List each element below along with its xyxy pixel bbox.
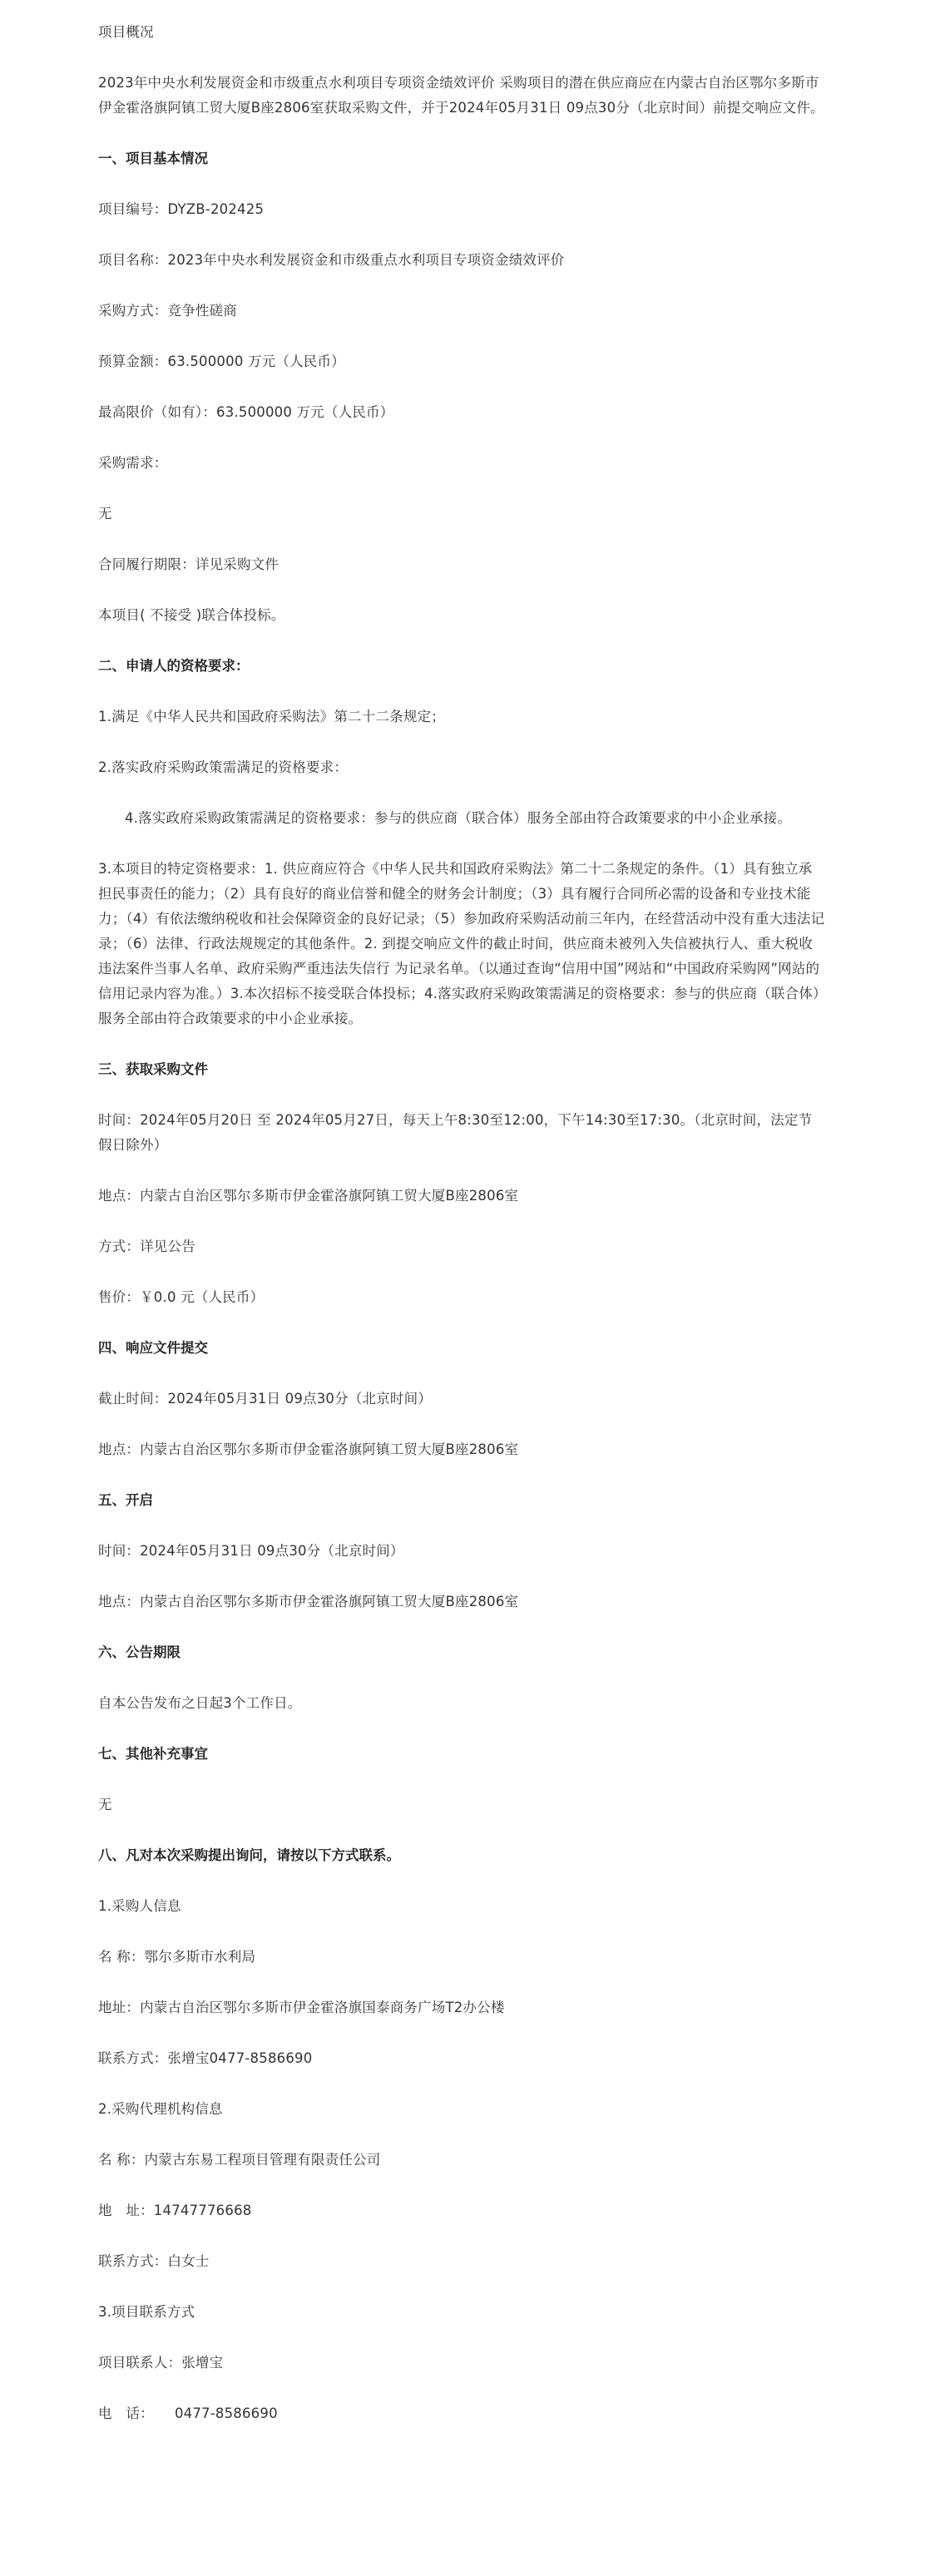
- procurement-method: 采购方式：竞争性磋商: [98, 303, 237, 319]
- submit-place: 地点：内蒙古自治区鄂尔多斯市伊金霍洛旗阿镇工贸大厦B座2806室: [98, 1441, 519, 1457]
- project-contact-phone: 电 话： 0477-8586690: [98, 2405, 278, 2421]
- project-contact-person: 项目联系人：张增宝: [98, 2355, 224, 2371]
- purchaser-title: 1.采购人信息: [98, 1898, 181, 1914]
- purchaser-contact: 联系方式：张增宝0477-8586690: [98, 2050, 313, 2066]
- requirement-2-detail: 4.落实政府采购政策需满足的资格要求：参与的供应商（联合体）服务全部由符合政策要求的中小企业承接。: [125, 810, 792, 826]
- purchaser-name: 名 称：鄂尔多斯市水利局: [98, 1949, 256, 1965]
- project-number: 项目编号：DYZB-202425: [98, 201, 265, 217]
- section5-heading: 五、开启: [98, 1492, 153, 1508]
- project-contact-title: 3.项目联系方式: [98, 2304, 195, 2320]
- agency-name: 名 称：内蒙古东易工程项目管理有限责任公司: [98, 2152, 381, 2168]
- agency-address: 地 址：14747776668: [98, 2203, 252, 2218]
- opening-time: 时间：2024年05月31日 09点30分（北京时间）: [98, 1543, 404, 1559]
- section7-heading: 七、其他补充事宜: [98, 1746, 208, 1762]
- obtain-way: 方式：详见公告: [98, 1239, 195, 1254]
- notice-period: 自本公告发布之日起3个工作日。: [98, 1695, 302, 1711]
- other-matters: 无: [98, 1797, 112, 1812]
- requirement-2: 2.落实政府采购政策需满足的资格要求：: [98, 759, 349, 775]
- section8-heading: 八、凡对本次采购提出询问，请按以下方式联系。: [98, 1847, 400, 1863]
- procurement-demand-label: 采购需求：: [98, 455, 168, 471]
- max-price: 最高限价（如有）：63.500000 万元（人民币）: [98, 404, 394, 420]
- project-name: 项目名称：2023年中央水利发展资金和市级重点水利项目专项资金绩效评价: [98, 252, 565, 268]
- section6-heading: 六、公告期限: [98, 1644, 181, 1660]
- requirement-3: 3.本项目的特定资格要求：1. 供应商应符合《中华人民共和国政府采购法》第二十二条规定的条件。（1）具有独立承担民事责任的能力；（2）具有良好的商业信誉和健全的财务会计制度；（3）具有履行合同所必需的设备和专业技术能力；（4）有依法缴纳税收和社会保障资金的良好记录；（5）参加政府采购活动前三年内，在经营活动中没有重大违法记录；（6）法律、行政法规规定的其他条件。2. 到提交响应文件的截止时间，供应商未被列入失信被执行人、重大税收违法案件当事人名单、政府采购严重违法失信行 为记录名单。（以通过查询“信用中国”网站和“中国政府采购网”网站的信用记录内容为准。）3.本次招标不接受联合体投标；4.落实政府采购政策需满足的资格要求：参与的供应商（联合体）服务全部由符合政策要求的中小企业承接。: [98, 861, 825, 1026]
- agency-contact: 联系方式：白女士: [98, 2253, 210, 2269]
- budget-amount: 预算金额：63.500000 万元（人民币）: [98, 354, 345, 369]
- obtain-price: 售价：￥0.0 元（人民币）: [98, 1289, 265, 1305]
- requirement-1: 1.满足《中华人民共和国政府采购法》第二十二条规定；: [98, 709, 445, 724]
- consortium-policy: 本项目( 不接受 )联合体投标。: [98, 607, 285, 623]
- contract-period: 合同履行期限：详见采购文件: [98, 556, 279, 572]
- obtain-place: 地点：内蒙古自治区鄂尔多斯市伊金霍洛旗阿镇工贸大厦B座2806室: [98, 1188, 519, 1204]
- section4-heading: 四、响应文件提交: [98, 1340, 208, 1356]
- overview-text: 2023年中央水利发展资金和市级重点水利项目专项资金绩效评价 采购项目的潜在供应商应在内蒙古自治区鄂尔多斯市伊金霍洛旗阿镇工贸大厦B座2806室获取采购文件，并于2024年05月31日 09点30分（北京时间）前提交响应文件。: [98, 75, 824, 116]
- submit-deadline: 截止时间：2024年05月31日 09点30分（北京时间）: [98, 1391, 433, 1407]
- purchaser-address: 地址：内蒙古自治区鄂尔多斯市伊金霍洛旗国泰商务广场T2办公楼: [98, 2000, 505, 2015]
- overview-title: 项目概况: [98, 24, 154, 40]
- section3-heading: 三、获取采购文件: [98, 1061, 208, 1077]
- section1-heading: 一、项目基本情况: [98, 151, 208, 166]
- agency-title: 2.采购代理机构信息: [98, 2101, 223, 2117]
- obtain-time: 时间：2024年05月20日 至 2024年05月27日，每天上午8:30至12:00，下午14:30至17:30。（北京时间，法定节假日除外）: [98, 1112, 813, 1153]
- section2-heading: 二、申请人的资格要求：: [98, 658, 250, 674]
- opening-place: 地点：内蒙古自治区鄂尔多斯市伊金霍洛旗阿镇工贸大厦B座2806室: [98, 1594, 519, 1609]
- procurement-demand-value: 无: [98, 506, 112, 522]
